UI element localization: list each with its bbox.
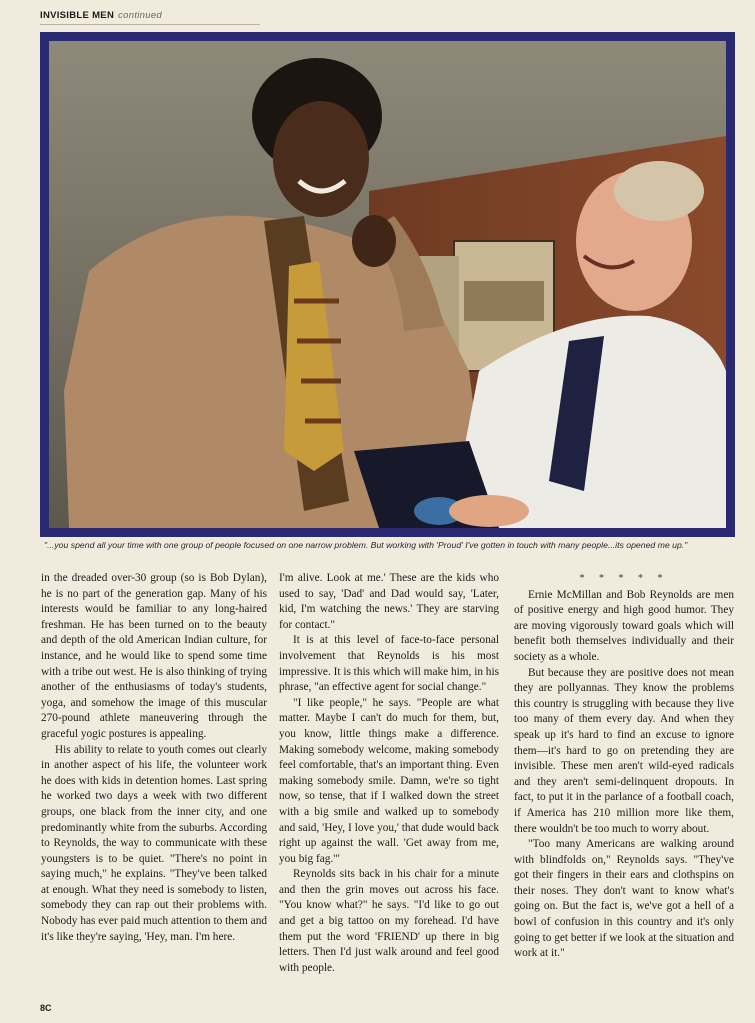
text-column-3 [514, 571, 734, 962]
paragraph: "I like people," he says. "People are what matter. Maybe I can't do much for them, but, you know, little things make a difference. Making somebody welcome, making somebody feel comfortable, that's an important thing. Even making somebody smile. Damn, we're so tight now, so tense, that if I walked down the street with a big smile and walked up to somebody and said, 'Hey, I love you,' that dude would back right up against the wall. 'Get away from me, you big fag.'" [279, 696, 499, 865]
running-head-rule [40, 24, 260, 25]
man-left-hand [352, 215, 396, 267]
photo-caption: "...you spend all your time with one group of people focused on one narrow problem. But working with 'Proud' I've gotten in touch with many people...its opened me up." [44, 540, 688, 550]
page-number: 8C [40, 1003, 52, 1013]
paragraph: in the dreaded over-30 group (so is Bob Dylan), he is no part of the generation gap. Many of his interests would be familiar to any long-haired freshman. He has been turned on to the beauty and depth of the old American Indian culture, for instance, and he would like to spend some time with a tribe out west. He is also thinking of trying another of the enthusiasms of today's students, yoga, and somehow the image of this muscular 270-pound athlete maneuvering through the graceful yogic postures is appealing. [41, 572, 267, 740]
paragraph: "Too many Americans are walking around with blindfolds on," Reynolds says. "They've got their fingers in their ears and clothspins on their noses. They don't want to know what's going on. But the fact is, we've got a hell of a bowl of confusion in this country and it's only going to get better if we look at the situation and work at it." [514, 838, 734, 960]
running-head-continued: continued [118, 10, 163, 21]
poster-image [464, 281, 544, 321]
man-left-face [273, 101, 369, 217]
text-column-1 [41, 571, 267, 945]
paragraph: I'm alive. Look at me.' These are the kids who used to say, 'Dad' and Dad would say, 'Later, kid, I'm watching the news.' They are starving for contact." [279, 572, 499, 631]
paragraph: But because they are positive does not mean they are pollyannas. They know the problems this country is struggling with because they live too many of them every day. And when they speak up it's hard to find an excuse to ignore them—it's hard to go on pretending they are invisible. These men aren't wild-eyed radicals and they aren't semi-delinquent dropouts. In fact, to put it in the parlance of a football coach, if America has 210 million more like them, there wouldn't be too much to worry about. [514, 666, 734, 835]
photo-illustration [49, 41, 726, 528]
paragraph: His ability to relate to youth comes out clearly in another aspect of his life, the volunteer work he does with kids in detention homes. Last spring he worked two days a week with two different groups, one black from the inner city, and one predominantly white from the suburbs. According to Reynolds, the way to communicate with these youngsters is to be quiet. "There's no point in saying much," he explains. "They've been talked at enough. What they need is somebody to listen, somebody they can rap out their problems with. Nobody has ever paid much attention to them and it's like they're saying, 'Hey, man. I'm here. [41, 743, 267, 943]
section-separator: * * * * * [579, 573, 669, 584]
paragraph: It is at this level of face-to-face personal involvement that Reynolds is his most impressive. It is this which will make him, in his phrase, "an effective agent for social change." [279, 634, 499, 694]
text-column-2 [279, 571, 499, 976]
running-head [40, 10, 162, 21]
running-head-title: INVISIBLE MEN [40, 10, 115, 21]
paragraph: Ernie McMillan and Bob Reynolds are men of positive energy and high good humor. They are moving vigorously toward goals which will benefit both themselves individually and their society as a whole. [514, 588, 734, 663]
photo-frame [40, 32, 735, 537]
man-right-hair [614, 161, 704, 221]
photograph [49, 41, 726, 528]
man-right-hand [449, 495, 529, 527]
paragraph: Reynolds sits back in his chair for a minute and then the grin moves out across his face. "You know what?" he says. "I'd like to go out and get a big tattoo on my forehead. I'd have them put the word 'FRIEND' up there in big letters. Then I'd just walk around and feel good with people. [279, 868, 499, 974]
